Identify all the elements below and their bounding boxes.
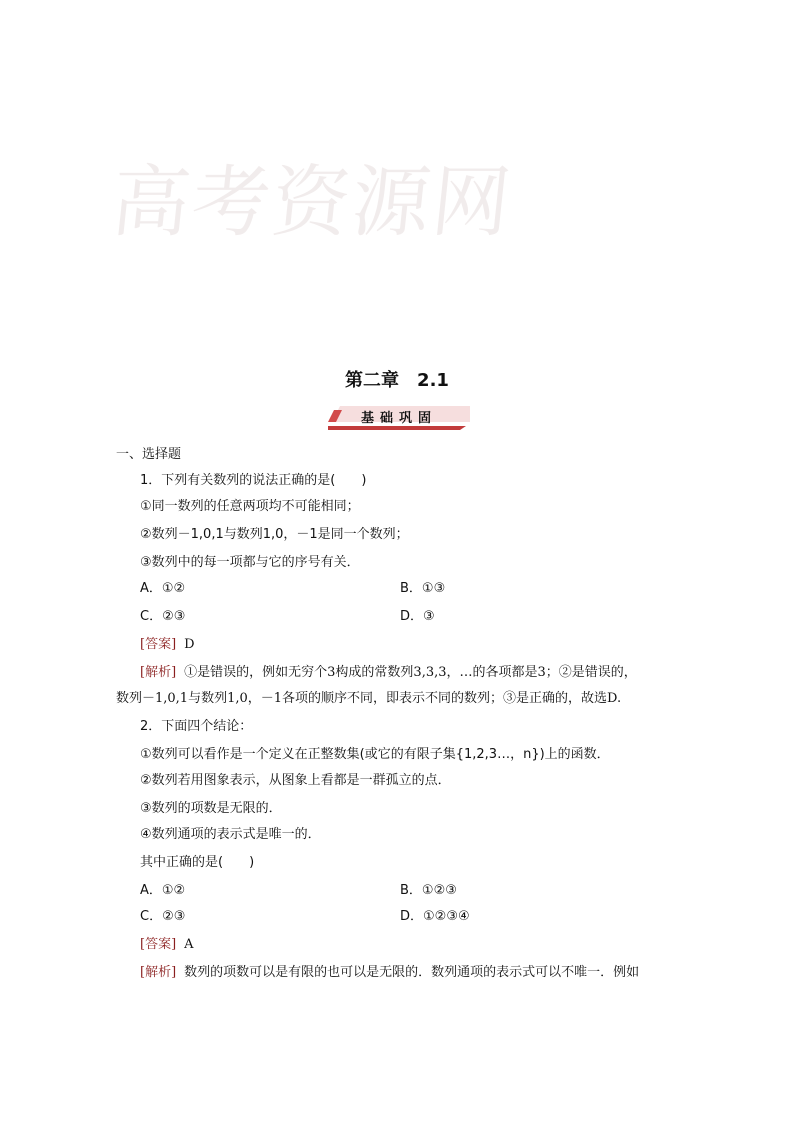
chapter-heading xyxy=(0,366,794,392)
q1-option-c: C．②③ xyxy=(140,609,186,624)
q1-stem: 1．下列有关数列的说法正确的是( ) xyxy=(140,473,367,488)
q2-option-c: C．②③ xyxy=(140,909,186,924)
q2-statement-2: ②数列若用图象表示，从图象上看都是一群孤立的点． xyxy=(140,773,451,788)
q1-statement-3: ③数列中的每一项都与它的序号有关． xyxy=(140,555,360,570)
q1-analysis-line-1 xyxy=(140,664,637,682)
q2-answer xyxy=(140,936,194,954)
q2-option-b: B．①②③ xyxy=(400,883,457,898)
q1-analysis-line-2: 数列－1,0,1与数列1,0，－1各项的顺序不同，即表示不同的数列；③是正确的，故选D. xyxy=(116,691,622,706)
q1-statement-2: ②数列－1,0,1与数列1,0，－1是同一个数列； xyxy=(140,527,409,542)
answer-tag: [答案] xyxy=(140,937,177,952)
q2-stem: 2．下面四个结论： xyxy=(140,719,253,734)
analysis-tag: [解析] xyxy=(140,665,177,680)
watermark: 高考资源网 xyxy=(107,158,517,248)
section-label: 一、选择题 xyxy=(116,447,182,462)
q2-analysis-line-1 xyxy=(140,964,639,982)
section-number: 2.1 xyxy=(417,370,449,391)
q2-option-a: A．①② xyxy=(140,883,186,898)
banner-label: 基础巩固 xyxy=(360,411,437,426)
q1-option-b: B．①③ xyxy=(400,581,446,596)
analysis-tag: [解析] xyxy=(140,965,177,980)
q2-option-d: D．①②③④ xyxy=(400,909,470,924)
q2-statement-3: ③数列的项数是无限的． xyxy=(140,801,282,816)
q1-option-a: A．①② xyxy=(140,581,186,596)
q1-statement-1: ①同一数列的任意两项均不可能相同； xyxy=(140,499,360,514)
q2-question: 其中正确的是( ) xyxy=(140,855,255,870)
chapter-title: 第二章 xyxy=(345,370,400,391)
answer-value: A xyxy=(184,937,194,952)
analysis-text: 数列的项数可以是有限的也可以是无限的．数列通项的表示式可以不唯一．例如 xyxy=(184,965,640,980)
analysis-text: ①是错误的，例如无穷个3构成的常数列3,3,3，…的各项都是3；②是错误的， xyxy=(184,665,637,680)
answer-tag: [答案] xyxy=(140,637,177,652)
answer-value: D xyxy=(184,637,195,652)
section-banner xyxy=(328,404,470,430)
q2-statement-4: ④数列通项的表示式是唯一的． xyxy=(140,827,321,842)
q1-answer xyxy=(140,636,195,654)
q1-option-d: D．③ xyxy=(400,609,435,624)
q2-statement-1: ①数列可以看作是一个定义在正整数集(或它的有限子集{1,2,3…，n})上的函数． xyxy=(140,747,610,762)
